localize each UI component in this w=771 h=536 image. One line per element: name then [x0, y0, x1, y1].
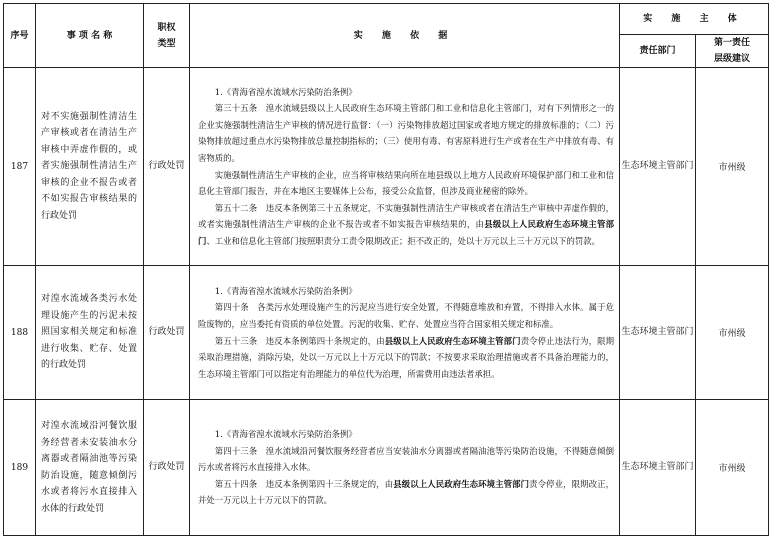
legal-basis	[190, 68, 620, 266]
responsible-dept: 生态环境主管部门	[620, 400, 696, 536]
row-number: 188	[4, 266, 36, 400]
header-row-top	[4, 4, 769, 35]
power-type: 行政处罚	[144, 266, 190, 400]
row-number: 187	[4, 68, 36, 266]
header-level	[696, 35, 769, 68]
enforcement-table	[3, 3, 769, 536]
responsibility-level: 市州级	[696, 266, 769, 400]
responsible-authority-highlight: 县级以上人民政府生态环境主管部门	[393, 478, 530, 489]
header-power-type	[144, 4, 190, 68]
power-type: 行政处罚	[144, 68, 190, 266]
responsible-dept: 生态环境主管部门	[620, 266, 696, 400]
responsible-authority-highlight: 县级以上人民政府生态环境主管部门	[384, 335, 521, 346]
table-row-188	[4, 266, 769, 400]
power-type: 行政处罚	[144, 400, 190, 536]
header-power-type-line2: 类型	[157, 38, 176, 49]
item-name: 对不实施强制性清洁生产审核或者在清洁生产审核中弄虚作假的，或者实施强制性清洁生产审核的企业不报告或者不如实报告审核结果的行政处罚	[36, 68, 144, 266]
row-number: 189	[4, 400, 36, 536]
header-subject: 实 施 主 体	[620, 4, 769, 35]
header-power-type-line1: 职权	[157, 22, 176, 33]
item-name: 对湟水流域各类污水处理设施产生的污泥未按照国家相关规定和标准进行收集、贮存、处置的行政处罚	[36, 266, 144, 400]
basis-article: 第四十三条 湟水流域沿河餐饮服务经营者应当安装油水分离器或者隔油池等污染防治设施，不得随意倾倒污水或者将污水直接排入水体。	[198, 445, 614, 473]
header-dept: 责任部门	[620, 35, 696, 68]
header-level-line2: 层级建议	[713, 54, 750, 64]
header-seq: 序号	[4, 4, 36, 68]
table-row-187	[4, 68, 769, 266]
basis-law-title: 1.《青海省湟水流域水污染防治条例》	[214, 86, 357, 97]
basis-law-title: 1.《青海省湟水流域水污染防治条例》	[214, 429, 357, 440]
item-name: 对湟水流域沿河餐饮服务经营者未安装油水分离器或者隔油池等污染防治设施，随意倾倒污水或者将污水直接排入水体的行政处罚	[36, 400, 144, 536]
header-item-name: 事 项 名 称	[36, 4, 144, 68]
basis-penalty-article: 第五十四条 违反本条例第四十三条规定的，由县级以上人民政府生态环境主管部门责令停业，限期改正，并处一万元以上十万元以下的罚款。	[198, 478, 615, 506]
basis-article: 第三十五条 湟水流域县级以上人民政府生态环境主管部门和工业和信息化主管部门，对有下列情形之一的企业实施强制性清洁生产审核的情况进行监督：（一）污染物排放超过国家或者地方规定的排放标准的；（二）污染物排放超过重点水污染物排放总量控制指标的；（三）使用有毒、有害原料进行生产或者在生产中排放有毒、有害物质的。	[198, 103, 614, 163]
header-level-line1: 第一责任	[713, 38, 750, 48]
responsibility-level: 市州级	[696, 400, 769, 536]
legal-basis	[190, 400, 620, 536]
table-row-189	[4, 400, 769, 536]
responsible-dept: 生态环境主管部门	[620, 68, 696, 266]
legal-basis	[190, 266, 620, 400]
basis-penalty-article: 第五十三条 违反本条例第四十条规定的，由县级以上人民政府生态环境主管部门责令停止违法行为，限期采取治理措施，消除污染，处以一万元以上十万元以下的罚款；不按要求采取治理措施或者不具备治理能力的，生态环境主管部门可以指定有治理能力的单位代为治理，所需费用由违法者承担。	[198, 335, 615, 379]
basis-article: 第四十条 各类污水处理设施产生的污泥应当进行安全处置，不得随意堆放和弃置，不得排入水体。属于危险废物的，应当委托有资质的单位处置。污泥的收集、贮存、处置应当符合国家相关规定和标准。	[198, 302, 614, 329]
basis-penalty-article: 第五十二条 违反本条例第三十五条规定，不实施强制性清洁生产审核或者在清洁生产审核中弄虚作假的，或者实施强制性清洁生产审核的企业不报告或者不如实报告审核结果的，由县级以上人民政府生态环境主管部门、工业和信息化主管部门按照职责分工责令限期改正；拒不改正的，处以十万元以上三十万元以下的罚款。	[198, 202, 614, 246]
responsibility-level: 市州级	[696, 68, 769, 266]
header-basis: 实 施 依 据	[190, 4, 620, 68]
responsible-authority-highlight: 县级以上人民政府生态环境主管部门	[198, 219, 614, 246]
basis-article: 实施强制性清洁生产审核的企业，应当将审核结果向所在地县级以上地方人民政府环境保护部门和工业和信息化主管部门报告，并在本地区主要媒体上公布，接受公众监督，但涉及商业秘密的除外。	[198, 169, 614, 197]
basis-law-title: 1.《青海省湟水流域水污染防治条例》	[214, 285, 357, 296]
